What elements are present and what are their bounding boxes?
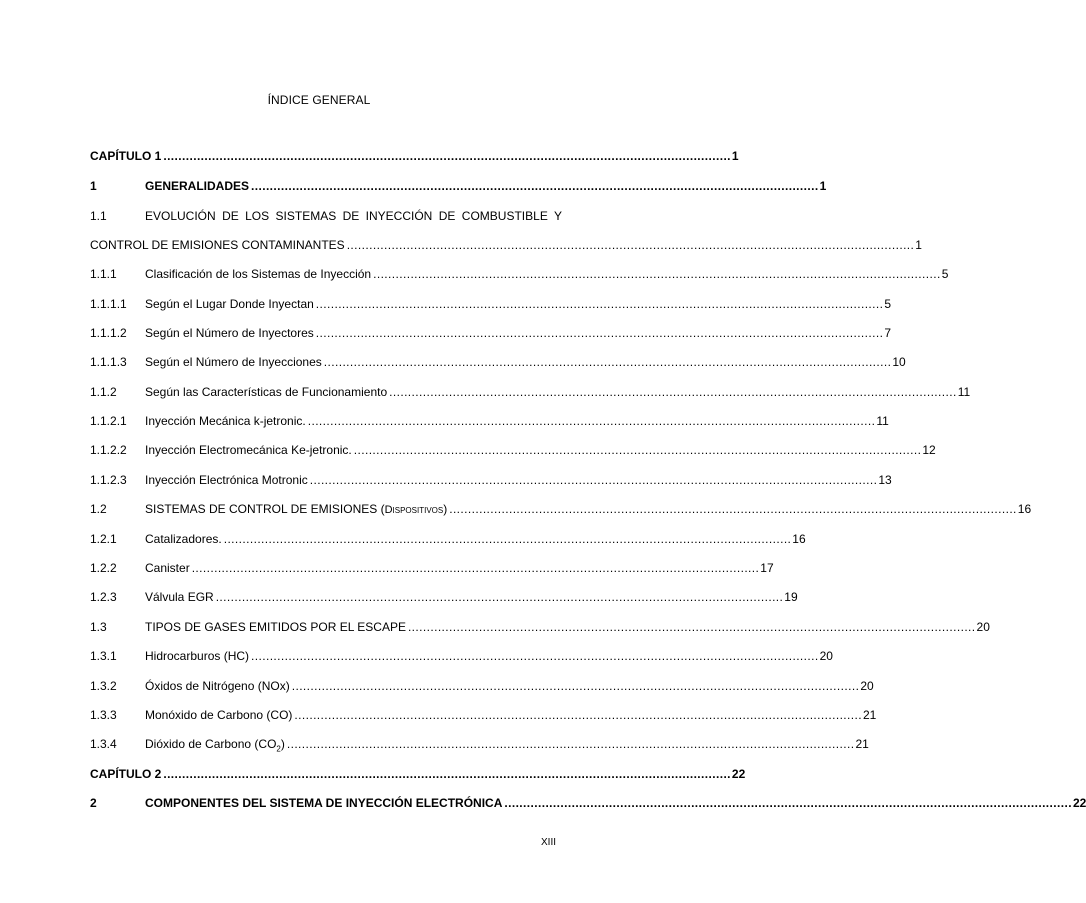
- toc-section-title: Canister: [145, 561, 190, 575]
- toc-section-number: 1.1.2: [90, 385, 117, 399]
- toc-entry: [90, 648, 833, 665]
- toc-section-number: 1.2: [90, 502, 107, 516]
- toc-section-number: 1.1.1.2: [90, 326, 127, 340]
- toc-entry: [90, 619, 990, 636]
- toc-page-number: 20: [976, 620, 990, 634]
- toc-leader: ........................................................................................................................................................: [309, 473, 878, 487]
- toc-leader: ........................................................................................................................................................: [323, 355, 892, 369]
- toc-section-number: 1.3.1: [90, 649, 117, 663]
- toc-chapter-label: CAPÍTULO 1: [90, 149, 162, 163]
- toc-leader: ........................................................................................................................................................: [291, 679, 860, 693]
- toc-title-part: SISTEMAS DE CONTROL DE EMISIONES (: [145, 502, 385, 516]
- toc-section-title: Inyección Mecánica k-jetronic.: [145, 414, 306, 428]
- toc-page-number: 22: [731, 767, 746, 781]
- toc-page-number: 20: [860, 679, 874, 693]
- toc-section-title: CONTROL DE EMISIONES CONTAMINANTES: [90, 238, 345, 252]
- toc-leader: ........................................................................................................................................................: [449, 502, 1017, 516]
- toc-page-number: 11: [876, 414, 889, 428]
- toc-entry: [90, 148, 739, 165]
- toc-leader: ........................................................................................................................................................: [191, 561, 760, 575]
- toc-section-number: 1.1.2.3: [90, 473, 127, 487]
- toc-page-number: 5: [941, 267, 949, 281]
- toc-page-number: 17: [760, 561, 774, 575]
- toc-leader: ........................................................................................................................................................: [315, 326, 884, 340]
- toc-page-number: 12: [922, 443, 936, 457]
- toc-section-title: Según el Número de Inyectores: [145, 326, 314, 340]
- toc-section-title: Según las Características de Funcionamiento: [145, 385, 388, 399]
- toc-leader: ........................................................................................................................................................: [286, 737, 855, 751]
- toc-entry: [90, 501, 1032, 518]
- toc-leader: ........................................................................................................................................................: [346, 238, 915, 252]
- toc-page-number: 1: [915, 238, 922, 252]
- toc-leader: ........................................................................................................................................................: [315, 297, 884, 311]
- toc-title-smallcaps: Dispositivos: [384, 504, 444, 516]
- toc-entry: [90, 736, 869, 754]
- toc-section-number: 1: [90, 179, 97, 193]
- toc-page-number: 20: [819, 649, 833, 663]
- toc-section-number: 1.1.2.1: [90, 414, 127, 428]
- toc-section-title: Según el Lugar Donde Inyectan: [145, 297, 314, 311]
- toc-entry: [90, 766, 746, 783]
- toc-section-number: 1.3.3: [90, 708, 117, 722]
- toc-section-number: 1.1.1.1: [90, 297, 127, 311]
- toc-entry: [90, 589, 798, 606]
- toc-leader: ........................................................................................................................................................: [407, 620, 976, 634]
- toc-section-number: 1.1: [90, 209, 107, 223]
- toc-leader: ........................................................................................................................................................: [294, 708, 862, 722]
- toc-section-number: 1.2.1: [90, 532, 117, 546]
- toc-section-title: COMPONENTES DEL SISTEMA DE INYECCIÓN ELECTRÓNICA: [145, 796, 503, 810]
- toc-leader: ........................................................................................................................................................: [373, 267, 941, 281]
- toc-section-title: [145, 501, 447, 519]
- toc-entry: [90, 208, 562, 225]
- toc-page-number: 21: [855, 737, 869, 751]
- toc-entry: [90, 296, 892, 313]
- toc-page-number: 13: [878, 473, 892, 487]
- toc-entry: [90, 707, 877, 724]
- toc-chapter-label: CAPÍTULO 2: [90, 767, 162, 781]
- toc-section-title: Óxidos de Nitrógeno (NOx): [145, 679, 290, 693]
- toc-leader: ........................................................................................................................................................: [163, 149, 731, 163]
- toc-section-title: Catalizadores.: [145, 532, 222, 546]
- page-folio-number: XIII: [541, 837, 557, 848]
- toc-leader: ........................................................................................................................................................: [353, 443, 922, 457]
- toc-entry: [90, 325, 892, 342]
- toc-section-number: 1.1.2.2: [90, 443, 127, 457]
- toc-entry: [90, 442, 936, 459]
- toc-entry: [90, 384, 971, 401]
- toc-section-number: 1.3: [90, 620, 107, 634]
- toc-section-number: 1.1.1.3: [90, 355, 127, 369]
- toc-section-number: 1.2.3: [90, 590, 117, 604]
- toc-entry: [90, 472, 892, 489]
- toc-leader: ........................................................................................................................................................: [215, 590, 784, 604]
- toc-leader: ........................................................................................................................................................: [504, 796, 1072, 810]
- toc-section-title: Hidrocarburos (HC): [145, 649, 250, 663]
- toc-section-title: Inyección Electrónica Motronic: [145, 473, 308, 487]
- toc-section-title: [145, 736, 285, 757]
- toc-leader: ........................................................................................................................................................: [307, 414, 876, 428]
- toc-entry: [90, 413, 889, 430]
- toc-entry: [90, 795, 1086, 812]
- toc-entry: [90, 354, 906, 371]
- toc-page-number: 11: [957, 385, 971, 399]
- toc-section-title: Inyección Electromecánica Ke-jetronic.: [145, 443, 352, 457]
- toc-entry: [90, 678, 874, 695]
- toc-leader: ........................................................................................................................................................: [251, 179, 819, 193]
- toc-page-number: 16: [792, 532, 806, 546]
- toc-section-title: Monóxido de Carbono (CO): [145, 708, 293, 722]
- toc-section-title: TIPOS DE GASES EMITIDOS POR EL ESCAPE: [145, 620, 406, 634]
- toc-page-number: 5: [884, 297, 892, 311]
- toc-leader: ........................................................................................................................................................: [223, 532, 792, 546]
- toc-entry: [90, 560, 774, 577]
- toc-section-number: 1.3.4: [90, 737, 117, 751]
- toc-page-number: 22: [1072, 796, 1086, 810]
- toc-page-number: 7: [884, 326, 892, 340]
- toc-section-number: 1.2.2: [90, 561, 117, 575]
- toc-entry: [90, 266, 949, 283]
- toc-title-subscript: 2: [276, 744, 281, 754]
- toc-page-number: 1: [731, 149, 739, 163]
- toc-title-part: ): [443, 502, 448, 516]
- toc-page-number: 19: [784, 590, 798, 604]
- toc-page-number: 16: [1017, 502, 1032, 516]
- toc-page-number: 1: [819, 179, 827, 193]
- toc-section-title: Según el Número de Inyecciones: [145, 355, 322, 369]
- toc-entry: [90, 178, 827, 195]
- toc-section-title: Clasificación de los Sistemas de Inyección: [145, 267, 372, 281]
- toc-leader: ........................................................................................................................................................: [251, 649, 819, 663]
- toc-entry-continuation: [90, 237, 922, 254]
- toc-section-title: GENERALIDADES: [145, 179, 250, 193]
- toc-section-number: 1.3.2: [90, 679, 117, 693]
- toc-section-number: 1.1.1: [90, 267, 117, 281]
- toc-section-title: EVOLUCIÓN DE LOS SISTEMAS DE INYECCIÓN DE COMBUSTIBLE Y: [145, 209, 562, 223]
- toc-section-number: 2: [90, 796, 97, 810]
- toc-leader: ........................................................................................................................................................: [163, 767, 731, 781]
- toc-title-part: ): [280, 737, 285, 751]
- toc-entry: [90, 531, 806, 548]
- toc-title-part: Dióxido de Carbono (CO: [145, 737, 277, 751]
- toc-page-number: 21: [862, 708, 877, 722]
- toc-section-title: Válvula EGR: [145, 590, 214, 604]
- toc-page-number: 10: [892, 355, 906, 369]
- page-title: ÍNDICE GENERAL: [267, 93, 371, 107]
- toc-leader: ........................................................................................................................................................: [389, 385, 957, 399]
